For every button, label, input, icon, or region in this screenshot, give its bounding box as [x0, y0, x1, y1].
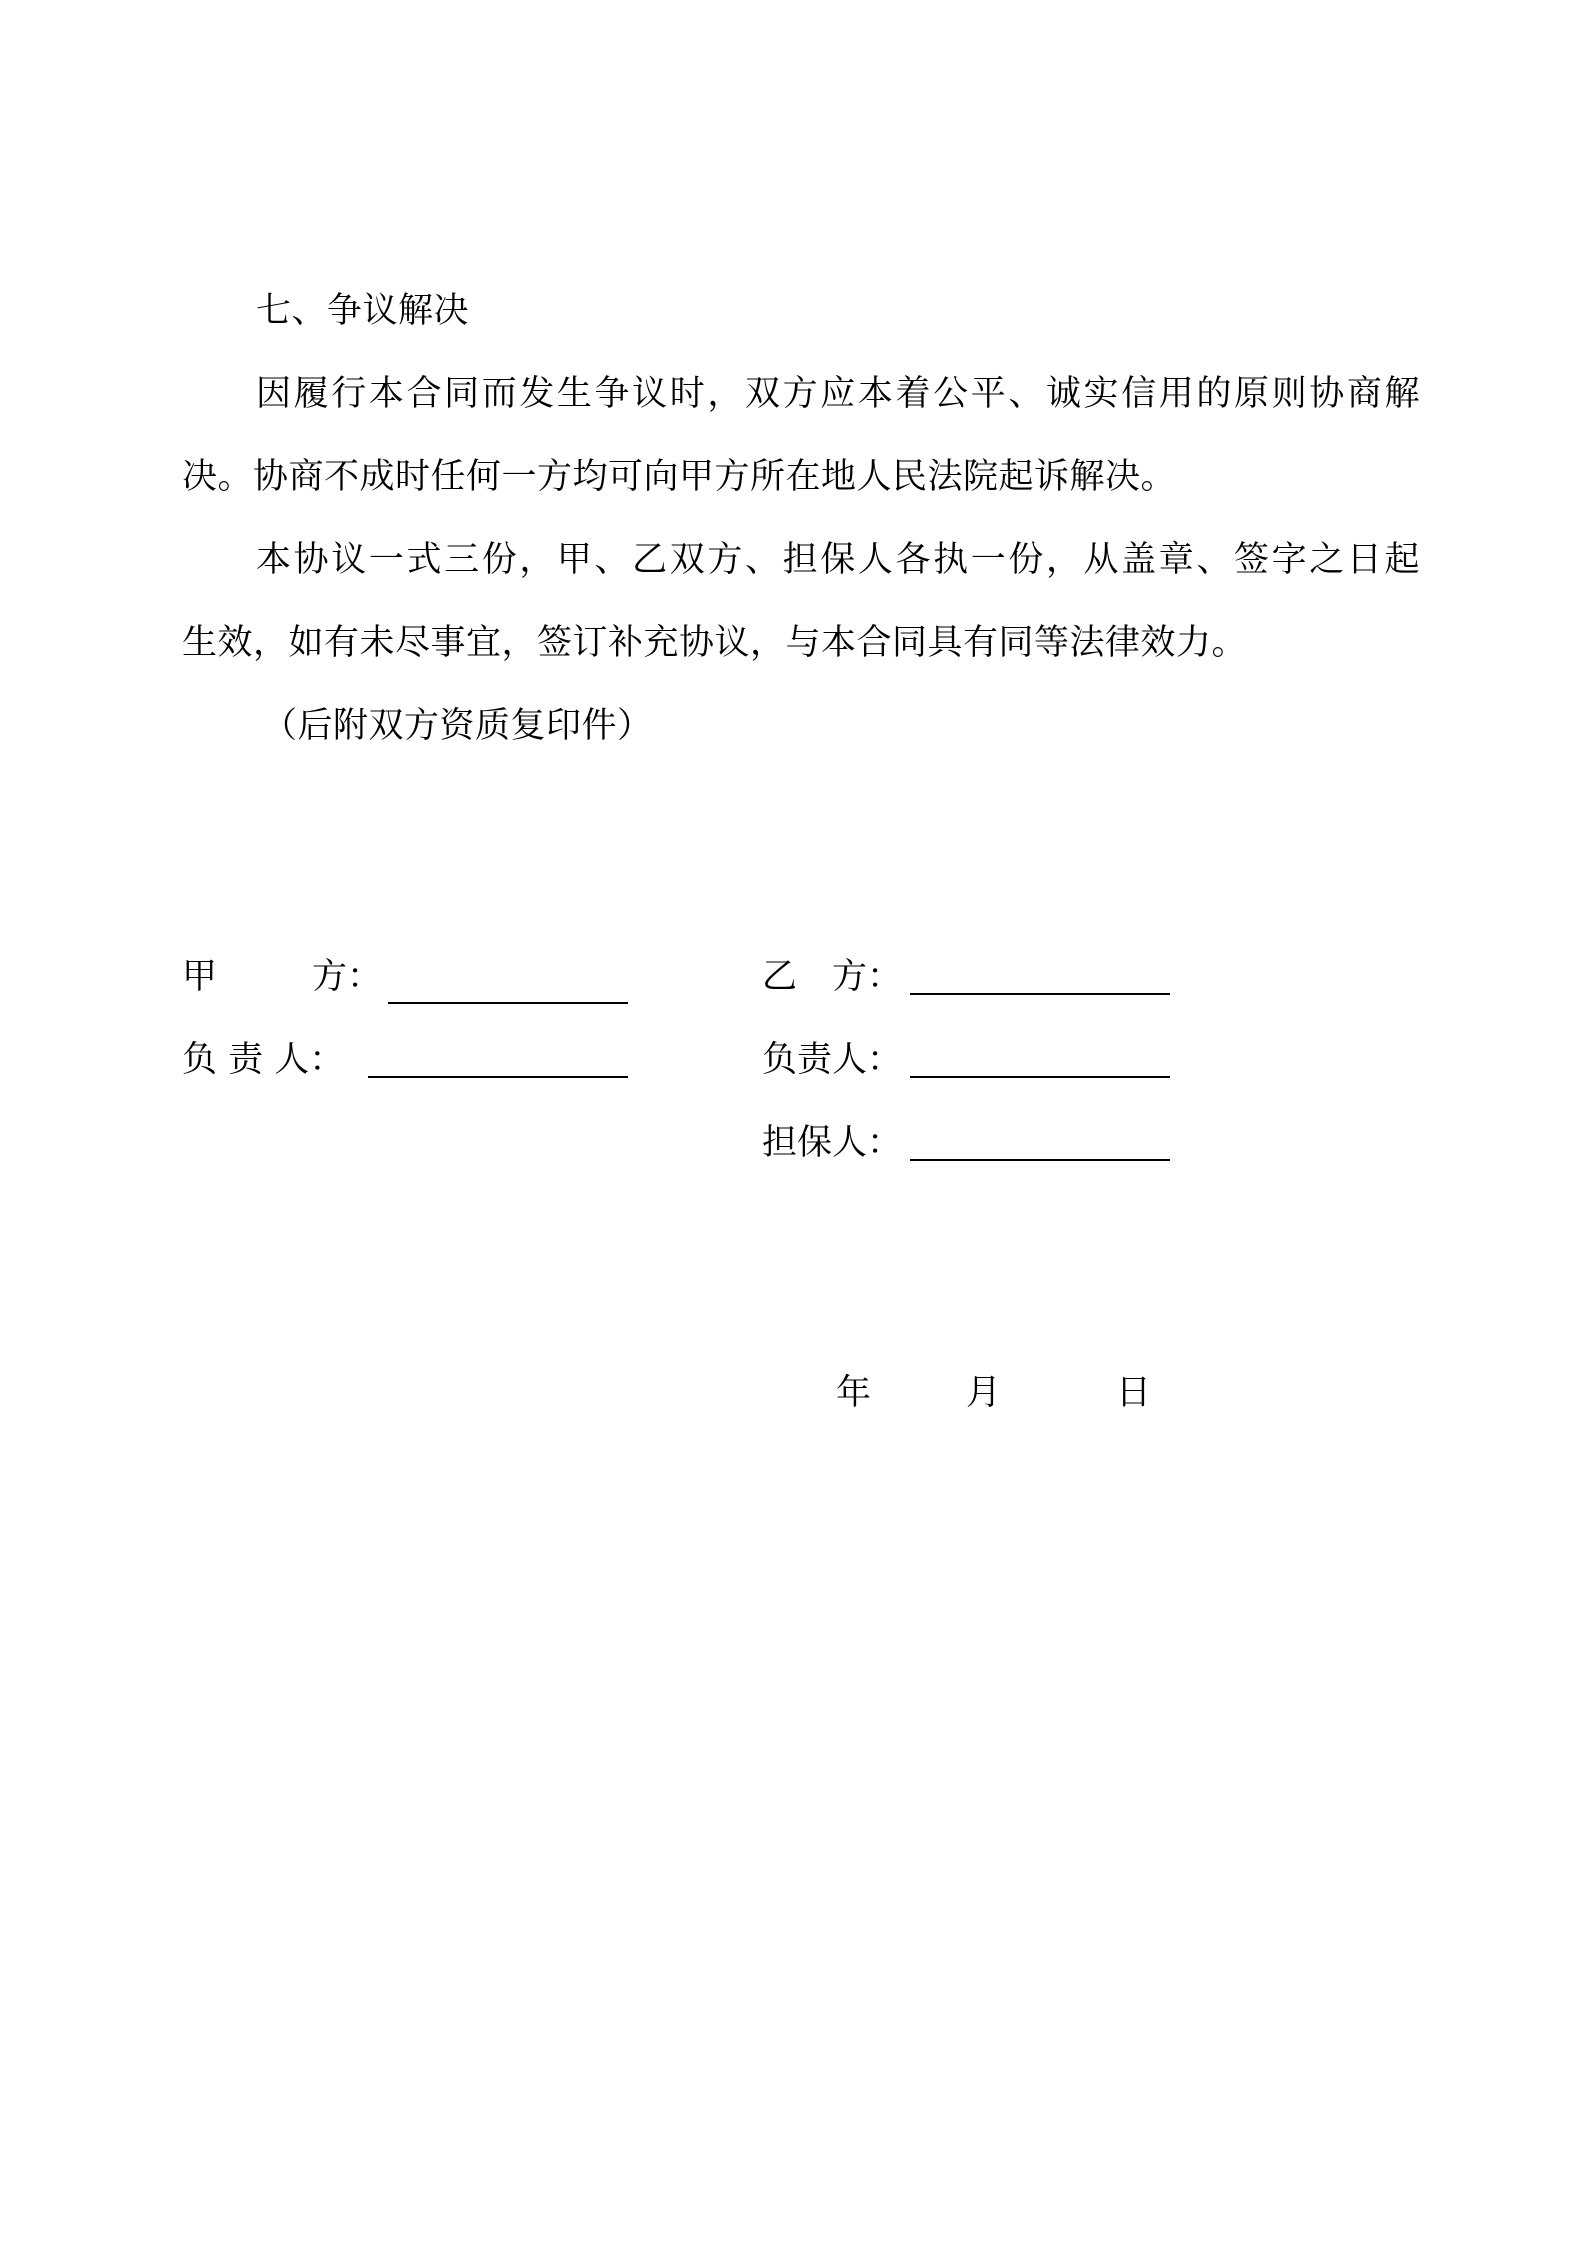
paragraph-1-line-1: 因履行本合同而发生争议时，双方应本着公平、诚实信用的原则协商解 — [256, 374, 1420, 414]
attachment-note: （后附双方资质复印件） — [262, 706, 653, 746]
party-b-signature-line[interactable] — [910, 993, 1170, 995]
paragraph-1-line-2: 决。协商不成时任何一方均可向甲方所在地人民法院起诉解决。 — [182, 457, 1177, 497]
party-b-label: 乙 方： — [762, 957, 903, 997]
party-a-signature-line[interactable] — [388, 1002, 628, 1004]
paragraph-2-line-1: 本协议一式三份，甲、乙双方、担保人各执一份，从盖章、签字之日起 — [256, 540, 1420, 580]
party-b-representative-label: 负责人： — [762, 1040, 903, 1080]
party-a-label-first: 甲 — [182, 957, 218, 997]
party-a-label-second: 方： — [312, 957, 383, 997]
guarantor-label: 担保人： — [762, 1123, 903, 1163]
date-day-label: 日 — [1116, 1373, 1152, 1413]
guarantor-signature-line[interactable] — [910, 1159, 1170, 1161]
section-heading: 七、争议解决 — [256, 291, 470, 331]
date-month-label: 月 — [966, 1373, 1002, 1413]
party-a-representative-signature-line[interactable] — [368, 1076, 628, 1078]
party-a-representative-label: 负 责 人： — [182, 1040, 345, 1080]
party-b-representative-signature-line[interactable] — [910, 1076, 1170, 1078]
paragraph-2-line-2: 生效，如有未尽事宜，签订补充协议，与本合同具有同等法律效力。 — [182, 623, 1248, 663]
date-year-label: 年 — [836, 1373, 872, 1413]
